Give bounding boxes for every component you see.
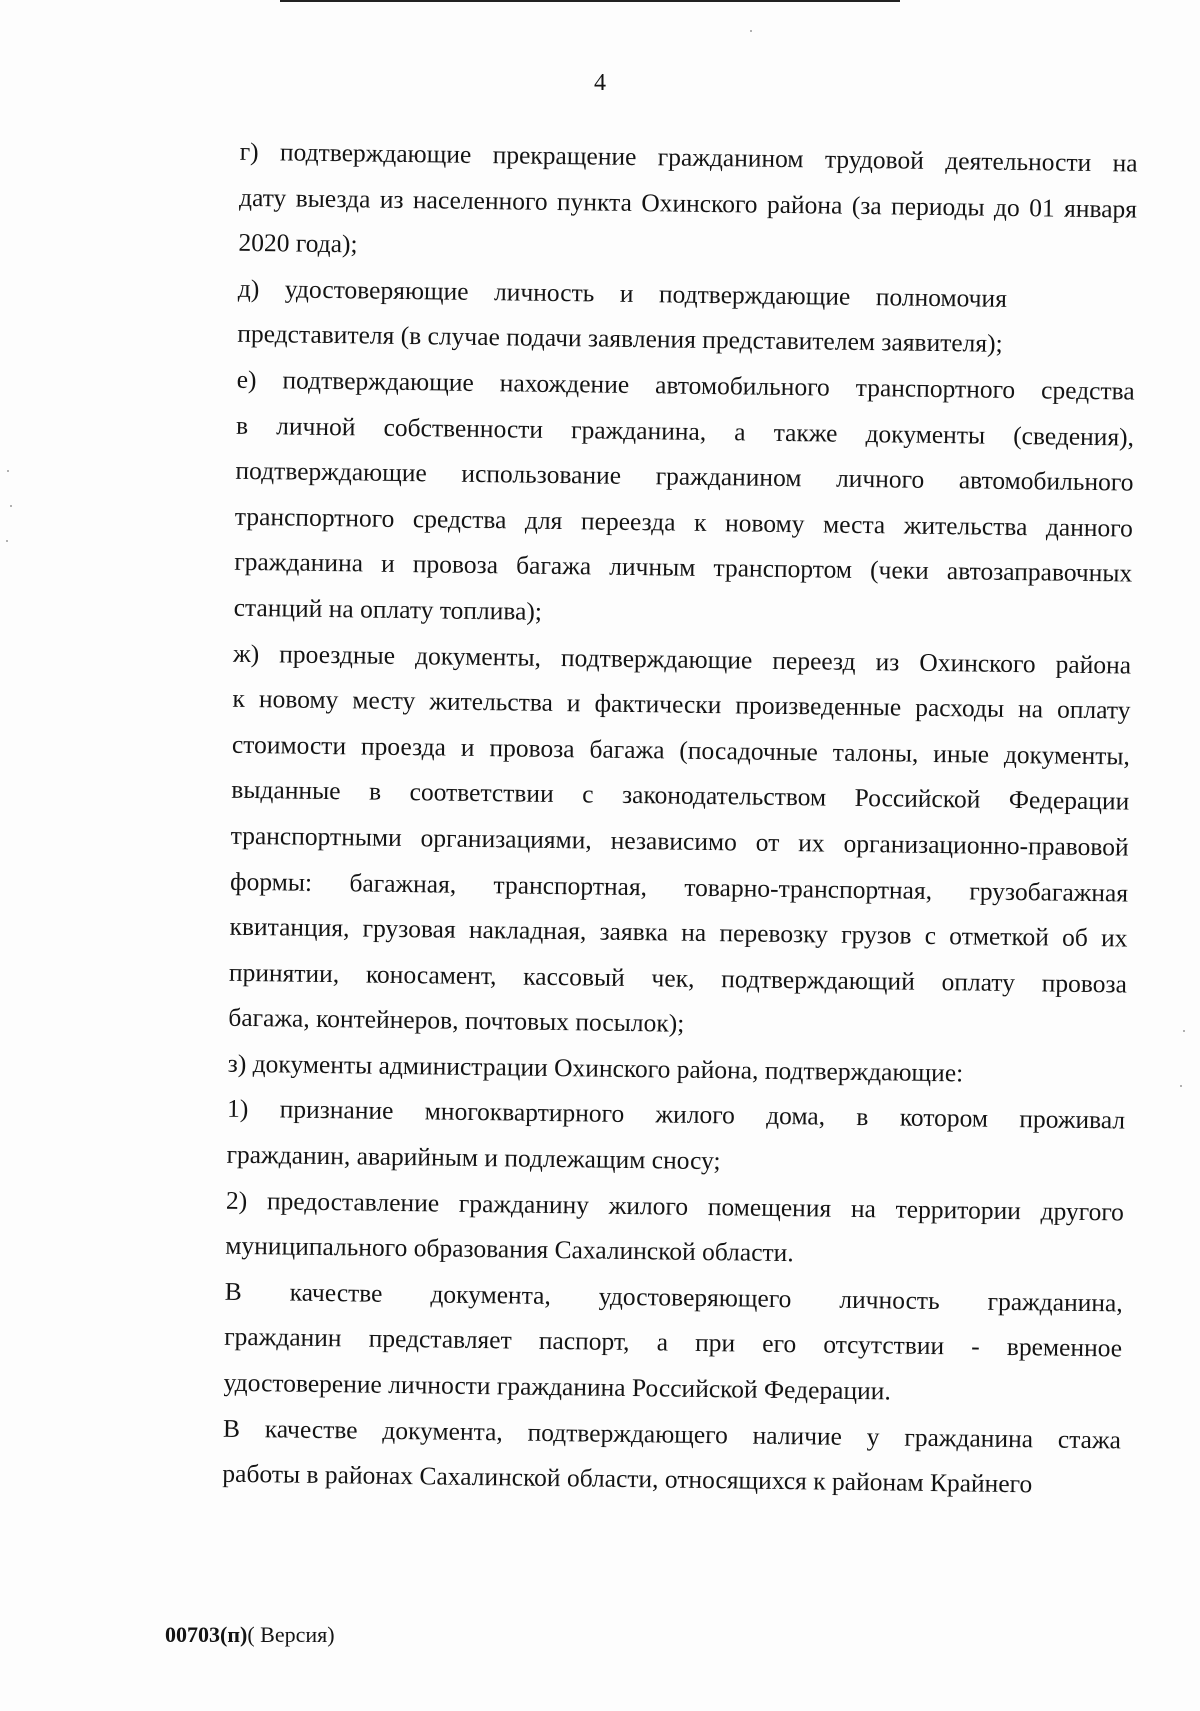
paragraph-stazh xyxy=(160,1405,1121,1509)
text-line: формы: багажная, транспортная, товарно-транспортная, грузобагажная xyxy=(229,866,1129,908)
page-number: 4 xyxy=(594,70,606,96)
paragraph-zh xyxy=(166,629,1131,1052)
text-line: е) подтверждающие нахождение автомобильного транспортного средства xyxy=(236,364,1135,406)
scan-speck xyxy=(6,540,8,542)
text-line: 2) предоставление гражданину жилого помещения на территории другого xyxy=(225,1185,1125,1227)
paragraph-passport xyxy=(161,1268,1123,1417)
text-line: удостоверение личности гражданина Российской Федерации. xyxy=(223,1367,892,1406)
document-version: ( Версия) xyxy=(247,1622,335,1647)
text-line: в личной собственности гражданина, а также документы (сведения), xyxy=(235,410,1135,452)
paragraph-g xyxy=(176,128,1138,277)
scan-speck xyxy=(1180,1085,1182,1087)
text-line: дату выезда из населенного пункта Охинского района (за периоды до 01 января xyxy=(238,182,1138,224)
paragraph-d xyxy=(175,265,1136,369)
scan-edge-line xyxy=(280,0,900,2)
text-line: гражданина и провоза багажа личным транспортом (чеки автозаправочных xyxy=(234,547,1133,588)
paragraph-z1 xyxy=(164,1085,1125,1189)
paragraph-e xyxy=(171,356,1134,642)
text-line: д) удостоверяющие личность и подтверждающие полномочия xyxy=(237,273,1008,313)
text-line: гражданин, аварийным и подлежащим сносу; xyxy=(226,1139,721,1176)
scan-speck xyxy=(1183,1030,1185,1032)
text-line: 1) признание многоквартирного жилого дома, в котором проживал xyxy=(226,1094,1126,1135)
document-footer xyxy=(165,1622,335,1648)
scan-speck xyxy=(750,30,752,32)
text-line: ж) проездные документы, подтверждающие переезд из Охинского района xyxy=(232,638,1132,680)
text-line: выданные в соответствии с законодательством Российской Федерации xyxy=(231,775,1130,816)
text-line: муниципального образования Сахалинской области. xyxy=(225,1230,794,1268)
document-body xyxy=(160,128,1138,1508)
text-line: стоимости проезда и провоза багажа (посадочные талоны, иные документы, xyxy=(231,729,1131,771)
text-line: з) документы администрации Охинского района, подтверждающие: xyxy=(227,1048,964,1088)
text-line: г) подтверждающие прекращение гражданином трудовой деятельности на xyxy=(239,136,1138,178)
text-line: транспортными организациями, независимо от их организационно-правовой xyxy=(230,820,1129,862)
text-line: В качестве документа, подтверждающего наличие у гражданина стажа xyxy=(222,1413,1122,1455)
text-line: багажа, контейнеров, почтовых посылок); xyxy=(228,1003,685,1038)
paragraph-z2 xyxy=(163,1177,1124,1281)
text-line: транспортного средства для переезда к новому места жительства данного xyxy=(234,501,1134,543)
text-line: станций на оплату топлива); xyxy=(233,592,543,626)
document-code: 00703(п) xyxy=(165,1622,248,1647)
text-line: работы в районах Сахалинской области, относящихся к районам Крайнего xyxy=(222,1458,1033,1499)
text-line: гражданин представляет паспорт, а при его отсутствии - временное xyxy=(223,1322,1123,1363)
text-line: принятии, коносамент, кассовый чек, подтверждающий оплату провоза xyxy=(228,957,1128,999)
scan-speck xyxy=(7,470,9,472)
text-line: подтверждающие использование гражданином личного автомобильного xyxy=(235,455,1134,497)
text-line: 2020 года); xyxy=(238,227,358,259)
text-line: В качестве документа, удостоверяющего личность гражданина, xyxy=(224,1276,1123,1318)
text-line: представителя (в случае подачи заявления представителем заявителя); xyxy=(237,319,1003,359)
text-line: к новому месту жительства и фактически произведенные расходы на оплату xyxy=(232,683,1131,725)
scan-speck xyxy=(10,505,12,507)
text-line: квитанция, грузовая накладная, заявка на перевозку грузов с отметкой об их xyxy=(229,911,1128,953)
